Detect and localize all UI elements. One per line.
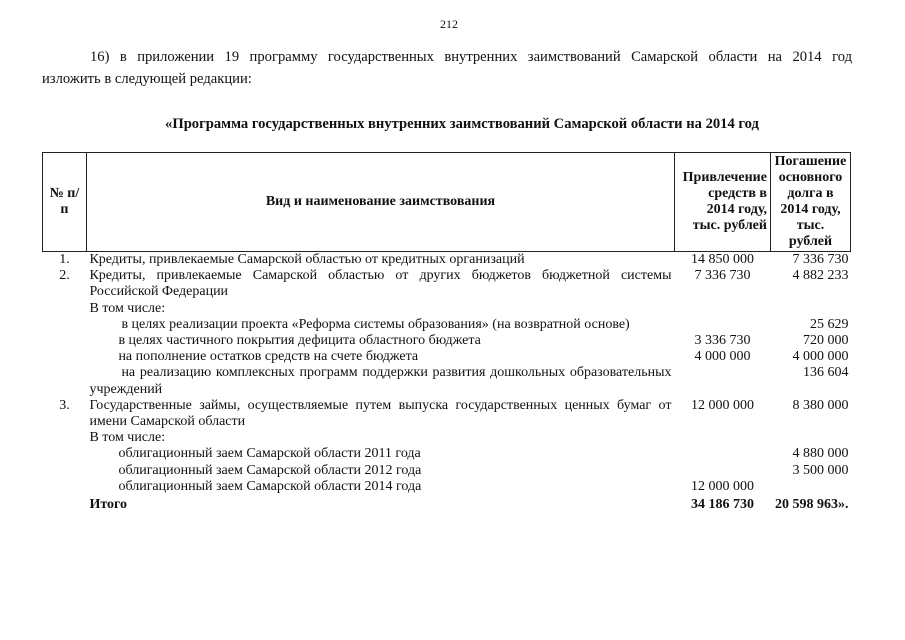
table-row	[43, 333, 851, 349]
row-name: на реализацию комплексных программ поддержки развития дошкольных образовательных учреждений	[89, 365, 672, 397]
row-number	[43, 333, 87, 349]
row-name: в целях частичного покрытия дефицита областного бюджета	[118, 333, 481, 349]
header-repayment: Погашение основного долга в 2014 году, тыс. рублей	[770, 153, 850, 252]
row-number	[43, 446, 87, 462]
intro-line-1: 16) в приложении 19 программу государственных внутренних заимствований Самарской области на 2014 год	[90, 49, 852, 65]
row-name: облигационный заем Самарской области 2014 года	[118, 478, 422, 494]
row-attraction: 3 336 730	[694, 333, 751, 349]
row-attraction	[674, 317, 770, 333]
row-repayment: 7 336 730	[792, 252, 849, 267]
row-attraction: 4 000 000	[694, 349, 751, 365]
row-name: облигационный заем Самарской области 2012 года	[118, 462, 422, 478]
total-attraction: 34 186 730	[690, 497, 754, 513]
borrowing-table	[42, 152, 851, 513]
row-repayment	[770, 479, 850, 495]
row-repayment	[770, 301, 850, 317]
row-repayment: 720 000	[803, 333, 849, 349]
intro-paragraph	[42, 46, 852, 90]
row-name: облигационный заем Самарской области 2011 года	[118, 446, 421, 462]
row-number	[43, 430, 87, 446]
row-number: 2.	[59, 268, 70, 284]
row-repayment: 8 380 000	[792, 397, 849, 413]
table-row	[43, 349, 851, 365]
row-repayment: 4 880 000	[792, 446, 849, 462]
header-number: № п/п	[43, 153, 87, 252]
row-number	[43, 317, 87, 333]
row-name: в целях реализации проекта «Реформа системы образования» (на возвратной основе)	[121, 316, 630, 332]
intro-line-2: изложить в следующей редакции:	[42, 71, 252, 87]
table-row	[43, 365, 851, 397]
row-number	[43, 365, 87, 397]
row-number	[43, 463, 87, 479]
table-row	[43, 479, 851, 495]
row-attraction	[674, 430, 770, 446]
total-repayment: 20 598 963».	[775, 497, 849, 513]
row-repayment	[770, 430, 850, 446]
row-name: Кредиты, привлекаемые Самарской областью от других бюджетов бюджетной системы Российской Федерации	[89, 268, 672, 300]
row-repayment: 4 000 000	[792, 349, 849, 365]
row-name: Кредиты, привлекаемые Самарской областью от кредитных организаций	[89, 252, 525, 267]
page-number: 212	[440, 17, 458, 31]
row-attraction	[674, 301, 770, 317]
row-name: В том числе:	[89, 300, 166, 316]
row-attraction: 12 000 000	[690, 397, 754, 413]
row-attraction: 12 000 000	[690, 478, 754, 494]
row-number	[43, 301, 87, 317]
table-row	[43, 301, 851, 317]
row-number: 1.	[59, 252, 70, 267]
row-repayment: 25 629	[810, 316, 849, 332]
row-attraction	[674, 446, 770, 462]
header-borrowing-type: Вид и наименование заимствования	[86, 153, 674, 252]
row-name: на пополнение остатков средств на счете бюджета	[118, 349, 419, 365]
row-repayment: 3 500 000	[792, 462, 849, 478]
table-row	[43, 317, 851, 333]
table-header-row	[43, 153, 851, 252]
row-attraction	[674, 463, 770, 479]
total-number	[43, 495, 87, 513]
row-name: В том числе:	[89, 430, 166, 446]
table-row	[43, 446, 851, 462]
total-label: Итого	[89, 497, 128, 513]
row-name: Государственные займы, осуществляемые путем выпуска государственных ценных бумаг от имени Самарской области	[89, 397, 672, 430]
row-attraction: 14 850 000	[690, 252, 754, 267]
table-row	[43, 398, 851, 430]
row-repayment: 4 882 233	[792, 268, 849, 284]
total-row	[43, 495, 851, 513]
table-row	[43, 430, 851, 446]
row-repayment: 136 604	[803, 365, 849, 381]
row-attraction	[674, 365, 770, 397]
table-row	[43, 463, 851, 479]
row-attraction: 7 336 730	[694, 268, 751, 284]
table-row	[43, 268, 851, 300]
table-row	[43, 252, 851, 269]
row-number: 3.	[59, 397, 70, 413]
header-attraction: Привлечение средств в 2014 году, тыс. рублей	[674, 153, 770, 252]
row-number	[43, 349, 87, 365]
row-number	[43, 479, 87, 495]
program-title: «Программа государственных внутренних заимствований Самарской области на 2014 год	[165, 116, 759, 132]
